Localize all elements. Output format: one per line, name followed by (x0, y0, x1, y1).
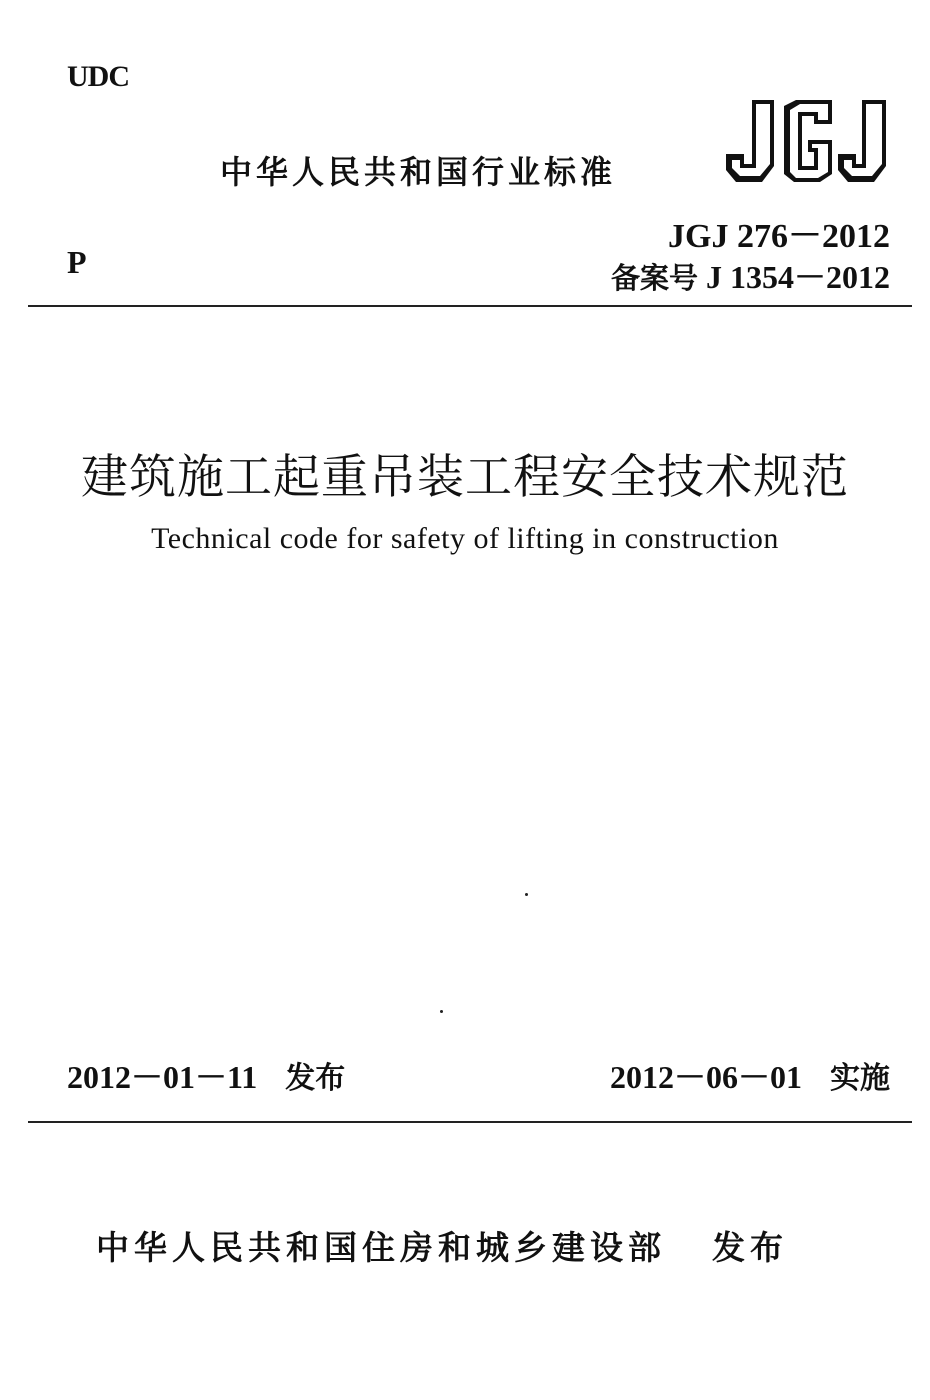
publisher (96, 1222, 788, 1269)
speck (525, 893, 528, 896)
implement-label: 实施 (830, 1061, 890, 1096)
header-divider (28, 305, 912, 307)
udc-label: UDC (67, 60, 129, 93)
issue-label: 发布 (285, 1061, 346, 1096)
speck (440, 1010, 443, 1013)
issue-date (67, 1052, 345, 1098)
implement-date-value: 2012－06－01 (609, 1059, 802, 1095)
standard-category-title: 中华人民共和国行业标准 (220, 153, 617, 191)
classification-label: P (67, 244, 87, 280)
footer-divider (28, 1121, 912, 1123)
record-number (611, 252, 890, 298)
publisher-label: 发布 (712, 1228, 788, 1267)
implement-date (610, 1052, 890, 1098)
document-title-english: Technical code for safety of lifting in construction (151, 522, 779, 555)
issue-date-value: 2012－01－11 (67, 1059, 258, 1095)
document-title-chinese: 建筑施工起重吊装工程安全技术规范 (81, 450, 849, 505)
standard-code-number: JGJ 276－2012 (668, 218, 890, 255)
publisher-name: 中华人民共和国住房和城乡建设部 (96, 1228, 666, 1267)
record-label: 备案号 (610, 261, 698, 295)
jgj-logo-icon (722, 96, 892, 192)
record-number-value: J 1354－2012 (705, 259, 890, 295)
